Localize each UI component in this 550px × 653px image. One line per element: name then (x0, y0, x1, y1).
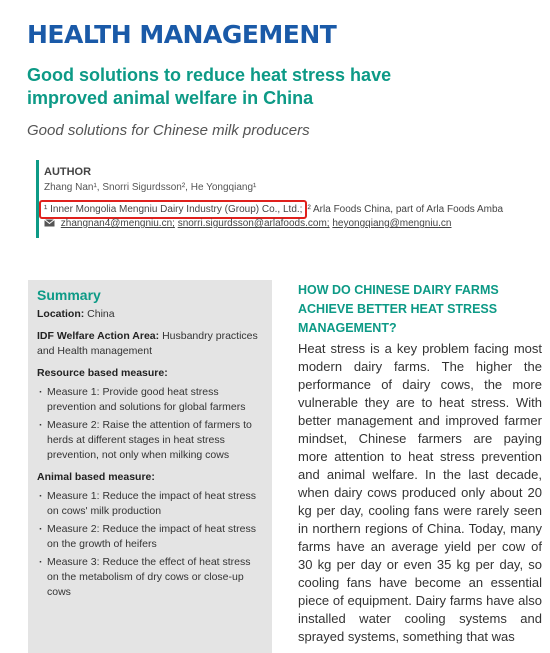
affiliation-2: ² Arla Foods China, part of Arla Foods Amba (307, 204, 504, 215)
location-value: China (87, 308, 115, 320)
author-names: Zhang Nan¹, Snorri Sigurdsson², He Yongqiang¹ (44, 182, 257, 193)
resource-list (37, 385, 263, 463)
summary-box (28, 280, 272, 653)
affiliation-highlight-box (39, 200, 307, 219)
article-headline: Good solutions to reduce heat stress have improved animal welfare in China (27, 65, 392, 108)
email-link-zhang[interactable]: zhangnan4@mengniu.cn; (60, 218, 175, 229)
list-item: · Measure 1: Reduce the impact of heat stress on cows' milk production (37, 489, 263, 519)
envelope-icon (44, 219, 55, 230)
author-block (36, 160, 550, 238)
author-label: AUTHOR (44, 166, 92, 178)
list-item: · Measure 1: Provide good heat stress prevention and solutions for global farmers (37, 385, 263, 415)
article-body: Heat stress is a key problem facing most modern dairy farms. The higher the performance of dairy cows, the more vulnerable they are to heat stress. With better management and improved farmer mindset, Chinese farmers are paying more attention to heat stress prevention and animal welfare. In the last decade, when dairy cows produced only about 20 kg per day, cooling fans were rarely seen in northern regions of China. Today, many farms have an average yield per cow of 30 kg per day or even 35 kg per day, so cooling fans have become an essential piece of equipment. Dairy farms have also installed water cooling systems and sprayed systems, something that was (298, 341, 542, 644)
affiliation-1: ¹ Inner Mongolia Mengniu Dairy Industry (Group) Co., Ltd.; (44, 204, 303, 215)
summary-location (37, 307, 263, 322)
location-label: Location: (37, 308, 85, 320)
article-subtitle: Good solutions for Chinese milk producers (27, 122, 310, 139)
article-heading: HOW DO CHINESE DAIRY FARMS ACHIEVE BETTER HEAT STRESS MANAGEMENT? (298, 283, 499, 335)
summary-title: Summary (37, 287, 101, 303)
list-item: · Measure 2: Reduce the impact of heat stress on the growth of heifers (37, 522, 263, 552)
list-item: · Measure 3: Reduce the effect of heat stress on the metabolism of dry cows or close-up cows (37, 555, 263, 600)
idf-value: Husbandry practices and Health management (37, 330, 258, 357)
article-column (298, 281, 542, 646)
email-link-snorri[interactable]: snorri.sigurdsson@arlafoods.com; (177, 218, 330, 229)
affiliations (44, 200, 503, 219)
animal-heading: Animal based measure: (37, 471, 155, 483)
section-title: HEALTH MANAGEMENT (27, 20, 337, 49)
email-link-he[interactable]: heyongqiang@mengniu.cn (332, 218, 452, 229)
list-item: · Measure 2: Raise the attention of farmers to herds at different stages in heat stress prevention, not only when milking cows (37, 418, 263, 463)
email-row (44, 218, 452, 230)
idf-label: IDF Welfare Action Area: (37, 330, 160, 342)
summary-idf (37, 329, 263, 359)
resource-heading: Resource based measure: (37, 367, 168, 379)
animal-list (37, 489, 263, 600)
